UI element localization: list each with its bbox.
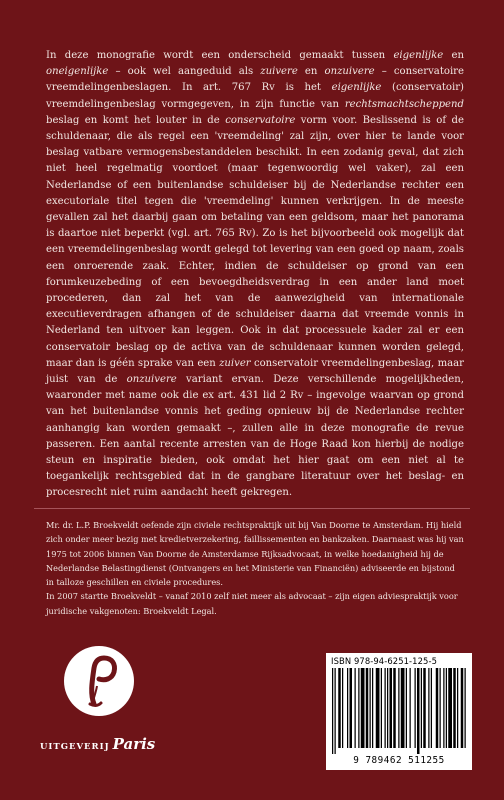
barcode-bar: [385, 668, 386, 748]
barcode-bar: [398, 668, 399, 748]
barcode-bar: [461, 668, 464, 748]
blurb-italic-term: zuivere: [260, 66, 298, 78]
blurb-italic-term: eigenlijke: [393, 50, 444, 61]
barcode-bar: [393, 668, 396, 748]
publisher-emblem-icon: [64, 646, 134, 716]
blurb-italic-term: zuiver: [219, 357, 251, 369]
barcode-bar: [428, 668, 429, 748]
barcode-bar: [347, 668, 348, 748]
barcode-bar: [465, 668, 466, 748]
author-bio-paragraph-2: In 2007 startte Broekveldt – vanaf 2010 zelf niet meer als advocaat – zijn eigen adviespraktijk voor juridische vakgenoten: Broekveldt Legal.: [46, 591, 458, 616]
barcode-bar: [421, 668, 422, 748]
barcode-bar: [406, 668, 407, 748]
barcode-bar: [446, 668, 447, 748]
blurb-segment: en: [297, 66, 325, 78]
barcode-bar: [431, 668, 432, 748]
publisher-prefix: UITGEVERIJ: [40, 742, 110, 752]
blurb-segment: beslag en komt het louter in de: [46, 114, 226, 126]
barcode-bar: [390, 668, 393, 748]
barcode-bars: [330, 668, 468, 754]
barcode-bar: [342, 668, 343, 748]
barcode-bar: [366, 668, 369, 748]
barcode-bar: [453, 668, 456, 748]
barcode-bar: [457, 668, 458, 748]
barcode-bar: [387, 668, 388, 748]
barcode-bar: [381, 668, 382, 748]
blurb-italic-term: oneigenlijke: [46, 66, 109, 78]
barcode-bar: [410, 668, 411, 748]
blurb-segment: – conservatoire vreemdelingenbeslagen. In art. 767 Rv is het: [46, 66, 464, 94]
blurb-segment: en: [443, 50, 464, 61]
publisher-logo: [40, 636, 170, 761]
blurb-italic-term: rechtsmachtscheppend: [344, 98, 464, 110]
publisher-name: [40, 734, 170, 753]
divider: [34, 508, 470, 509]
barcode-bar: [436, 668, 439, 748]
barcode-bar: [440, 668, 441, 748]
blurb-segment: (conservatoir) vreemdelingenbeslag vormgegeven, in zijn functie van: [46, 82, 464, 110]
barcode-bar: [423, 668, 426, 748]
barcode-bar: [370, 668, 371, 748]
blurb-segment: – ook wel aangeduid als: [108, 66, 261, 78]
blurb-italic-term: eigenlijke: [331, 82, 382, 94]
barcode-bar: [361, 668, 365, 748]
barcode-bar: [448, 668, 452, 748]
blurb-segment: conservatoir vreemdelingenbeslag, maar juist van de: [46, 357, 464, 386]
blurb-italic-term: conservatoire: [225, 114, 296, 126]
barcode-bar: [335, 668, 336, 754]
barcode-bar: [376, 668, 380, 748]
barcode-digits: 9 789462 511255: [353, 755, 445, 766]
barcode-bar: [332, 668, 333, 754]
barcode-bar: [372, 668, 373, 748]
blurb-italic-term: onzuivere: [324, 66, 375, 78]
barcode-bar: [358, 668, 359, 748]
barcode-bar: [415, 668, 416, 748]
barcode-bar: [338, 668, 341, 748]
barcode-bar: [401, 668, 405, 748]
blurb-segment: In deze monografie wordt een onderscheid gemaakt tussen: [46, 50, 394, 61]
author-bio-paragraph-1: Mr. dr. L.P. Broekveldt oefende zijn civiele rechtspraktijk uit bij Van Doorne te Amsterdam. Hij hield zich onder meer bezig met kredietverzekering, faillissementen en bankzaken. Daarnaast was hij van 1975 tot 2006 binnen Van Doorne de Amsterdamse Rijksadvocaat, in welke hoedanigheid hij de Nederlandse Belastingdienst (Ontvangers en het Ministerie van Financiën) adviseerde en bijstond in talloze geschillen en civiele procedures.: [46, 520, 464, 588]
barcode-panel: [326, 653, 472, 770]
barcode-bar: [443, 668, 444, 748]
blurb-text: [46, 48, 464, 502]
barcode-bar: [350, 668, 353, 748]
blurb-italic-term: onzuivere: [126, 374, 177, 386]
barcode-bar: [417, 668, 420, 754]
publisher-brand: Paris: [112, 735, 156, 753]
blurb-segment: variant ervan. Deze verschillende mogelijkheden, waaronder met name ook die ex art. 431 lid 2 Rv – ingevolge waarvan op grond van het buitenlandse vonnis het geding opnieuw bij de Nederlandse rechter aanhangig kan worden gemaakt –, zullen alle in deze monografie de revue passeren. Een aantal recente arresten van de Hoge Raad kon hierbij de nodige steun en inspiratie bieden, ook omdat het hier gaat om een niet al te toegankelijk rechtsgebied dat in de gangbare literatuur over het beslag- en procesrecht niet ruim aandacht heeft gekregen.: [46, 374, 464, 499]
author-bio: [46, 518, 464, 618]
blurb-segment: vorm voor. Beslissend is of de schuldenaar, die als regel een 'vreemdeling' zal zijn, over hier te lande voor beslag vatbare vermogensbestanddelen beschikt. In een zodanig geval, dat zich niet heel regelmatig voordoet (maar tegenwoordig wel vaker), zal een Nederlandse of een buitenlandse schuldeiser bij de Nederlandse rechter een executoriale titel tegen die 'vreemdeling' kunnen verkrijgen. In de meeste gevallen zal het daarbij gaan om betaling van een geldsom, maar het panorama is daartoe niet beperkt (vgl. art. 765 Rv). Zo is het bijvoorbeeld ook mogelijk dat een vreemdelingenbeslag wordt gelegd tot levering van een goed op naam, zoals een onroerende zaak. Echter, indien de schuldeiser op grond van een forumkeuzebeding of een bevoegdheidsverdrag in een ander land moet procederen, dan zal het van de aanwezigheid van internationale executieverdragen afhangen of de schuldeiser daarna dat vreemde vonnis in Nederland ten uitvoer kan leggen. Ook in dat processuele kader zal er een conservatoir beslag op de activa van de schuldenaar kunnen worden gelegd, maar dan is géén sprake van een: [46, 114, 464, 369]
barcode-bar: [355, 668, 356, 748]
isbn-label: ISBN 978-94-6251-125-5: [331, 656, 438, 666]
